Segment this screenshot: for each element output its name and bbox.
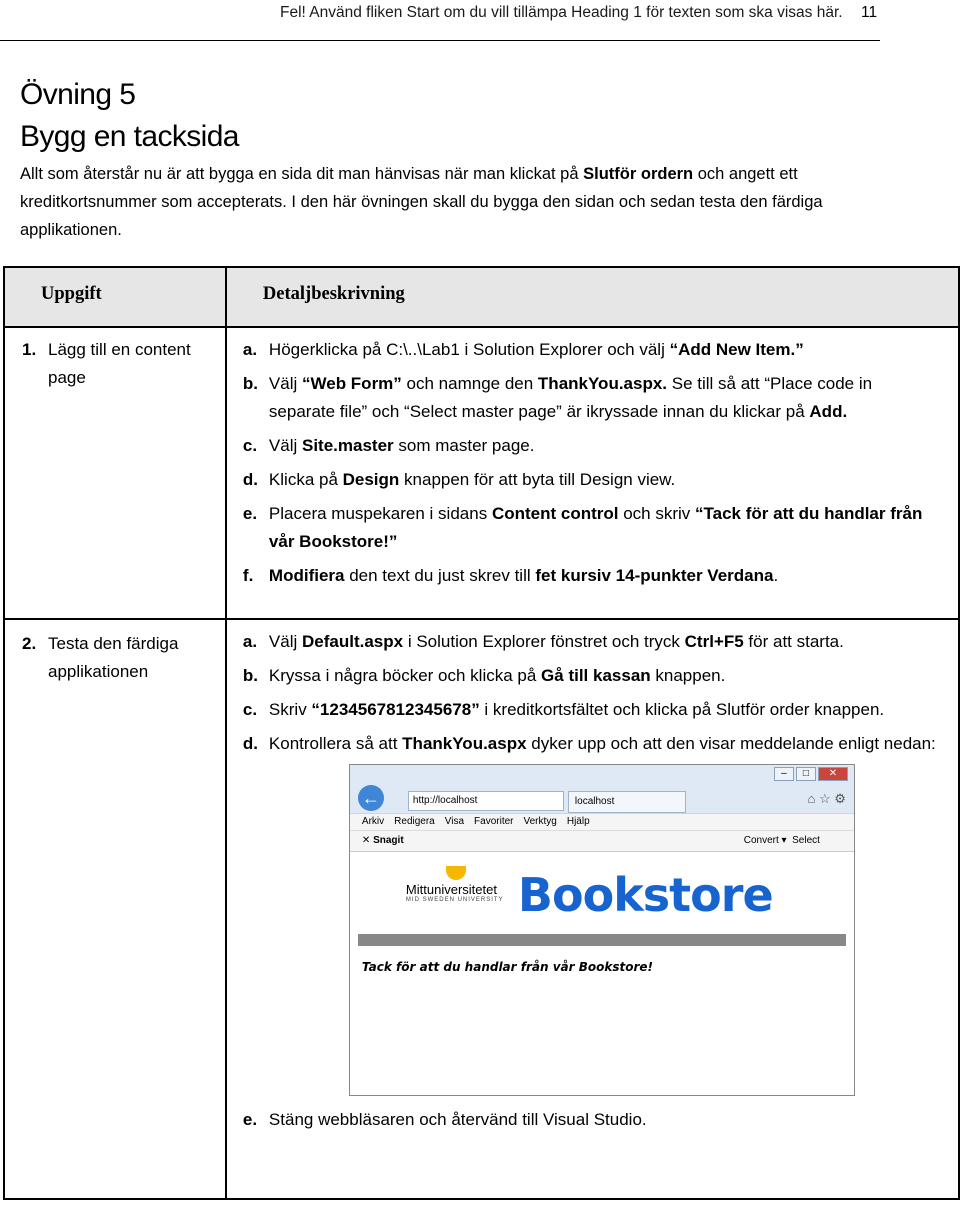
page-title: Övning 5	[20, 78, 136, 111]
page-header	[0, 0, 880, 41]
logo-mark-icon	[446, 866, 466, 880]
page-subtitle: Bygg en tacksida	[20, 120, 239, 153]
list-item: f. Modifiera den text du just skrev till fet kursiv 14-punkter Verdana.	[242, 566, 779, 585]
page-number: 11	[861, 4, 878, 21]
task1-cell: 1. Lägg till en content page	[4, 327, 226, 619]
university-logo: Mittuniversitetet MID SWEDEN UNIVERSITY	[406, 882, 504, 903]
browser-screenshot	[349, 764, 855, 1096]
bookstore-banner	[358, 864, 846, 934]
header-uppgift: Uppgift	[4, 267, 226, 327]
task-table	[3, 266, 960, 1200]
bookstore-title: Bookstore	[517, 868, 773, 922]
browser-titlebar	[350, 765, 854, 814]
address-bar: http://localhost	[408, 791, 564, 811]
back-icon: ←	[358, 785, 384, 811]
header-detaljbeskrivning: Detaljbeskrivning	[226, 267, 959, 327]
window-buttons: – □ ✕	[772, 767, 848, 781]
list-item: d. Kontrollera så att ThankYou.aspx dyker upp och att den visar meddelande enligt nedan:	[242, 734, 936, 753]
task2-title: Testa den färdiga applikationen	[48, 634, 179, 681]
browser-tab: localhost	[568, 791, 686, 813]
list-item: a. Välj Default.aspx i Solution Explorer fönstret och tryck Ctrl+F5 för att starta.	[242, 632, 844, 651]
task1-title: Lägg till en content page	[48, 340, 191, 387]
thanks-message: Tack för att du handlar från vår Bookstore!	[361, 960, 653, 974]
header-error-text: Fel! Använd fliken Start om du vill tillämpa Heading 1 för texten som ska visas här.	[280, 4, 843, 21]
home-star-gear-icons: ⌂ ☆ ⚙	[807, 791, 846, 806]
task2-steps	[226, 619, 959, 1199]
list-item: c. Skriv “1234567812345678” i kreditkortsfältet och klicka på Slutför order knappen.	[242, 700, 885, 719]
list-item: e. Stäng webbläsaren och återvänd till Visual Studio.	[242, 1110, 647, 1129]
task1-steps	[226, 327, 959, 619]
list-item: e. Placera muspekaren i sidans Content control och skriv “Tack för att du handlar från vår Bookstore!”	[242, 504, 923, 551]
list-item: c. Välj Site.master som master page.	[242, 436, 535, 455]
banner-divider	[358, 934, 846, 946]
list-item: b. Välj “Web Form” och namnge den ThankYou.aspx. Se till så att “Place code in separate file” och “Select master page” är ikryssade innan du klickar på Add.	[242, 374, 873, 421]
task2-cell: 2. Testa den färdiga applikationen	[4, 619, 226, 1199]
browser-menubar: Arkiv Redigera Visa Favoriter Verktyg Hjälp	[350, 814, 854, 831]
list-item: a. Högerklicka på C:\..\Lab1 i Solution Explorer och välj “Add New Item.”	[242, 340, 804, 359]
browser-toolbar: ✕ Snagit Convert ▾ Select	[350, 831, 854, 852]
list-item: d. Klicka på Design knappen för att byta till Design view.	[242, 470, 676, 489]
list-item: b. Kryssa i några böcker och klicka på Gå till kassan knappen.	[242, 666, 726, 685]
intro-paragraph: Allt som återstår nu är att bygga en sida dit man hänvisas när man klickat på Slutför ordern och angett ett kreditkortsnummer som accepterats. I den här övningen skall du bygga den sidan och sedan testa den färdiga applikationen.	[20, 165, 823, 239]
